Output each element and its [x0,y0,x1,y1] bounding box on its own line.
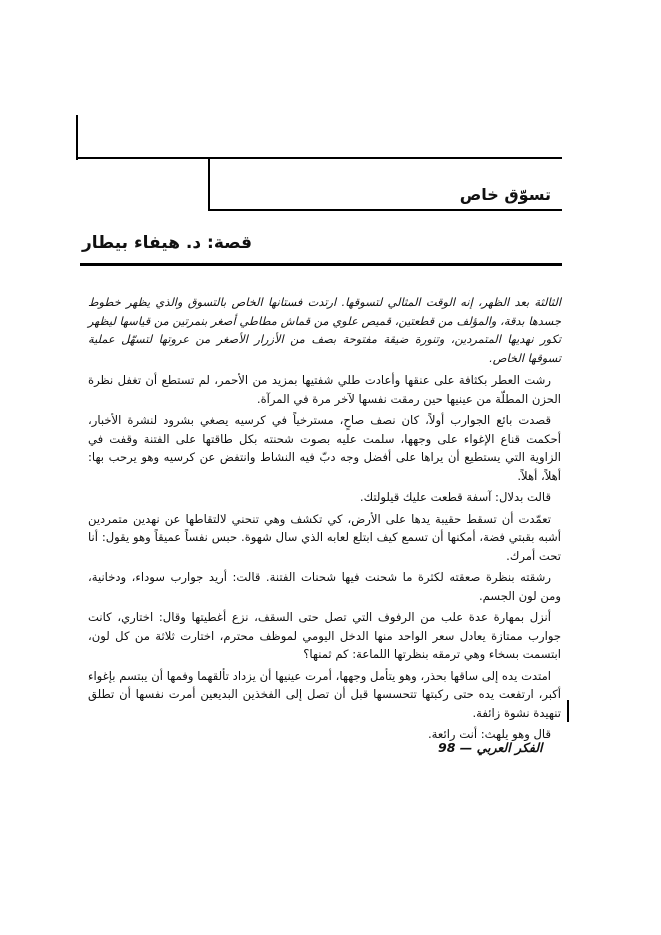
author-rule [80,263,562,266]
body-paragraph: أنزل بمهارة عدة علب من الرفوف التي تصل حتى السقف، نزع أغطيتها وقال: اختاري، كانت جوارب ممتازة يعادل سعر الواحد منها الدخل اليومي لموظف محترم، اختارت ثلاثة من كل لون، ابتسمت بسخاء وهي ترمقه بنظرتها اللماعة: كم ثمنها؟ [88,610,561,661]
body-paragraph: رشقته بنظرة صعقته لكثرة ما شحنت فيها شحنات الفتنة. قالت: أريد جوارب سوداء، ودخانية، ومن لون الجسم. [88,570,561,603]
title-box-left-rule [208,159,210,211]
body-paragraph: قالت بدلال: آسفة قطعت عليك قيلولتك. [359,490,551,504]
title-box-bottom-rule [208,209,562,211]
frame-left-rule [76,115,78,160]
body-paragraph: قصدت بائع الجوارب أولاً، كان نصف صاحٍ، مسترخياً في كرسيه يصغي بشرود لنشرة الأخبار، أحكمت قناع الإغواء على وجهها، سلمت عليه بصوت شحنته بكل طاقتها على الفتنة وقفت في الزاوية التي يستطيع أن يراها على أفضل وجه دبّ فيه النشاط وانتفض عن كرسيه وهو يرحب بها: أهلاً، أهلاً. [88,413,561,483]
story-author: قصة: د. هيفاء بيطار [82,233,253,253]
body-paragraph: امتدت يده إلى ساقها بحذر، وهو يتأمل وجهها، أمرت عينيها أن يزداد تألقهما وفمها أن يبتسم بإغواء أكبر، ارتفعت يده حتى ركبتها تتحسسها قبل أن تصل إلى الفخذين البديعين أمرت نفسها أن تطلق تنهيدة نشوة زائفة. [88,668,561,720]
body-paragraph: تعمّدت أن تسقط حقيبة يدها على الأرض، كي تكشف وهي تنحني لالتقاطها عن نهدين متمردين أشبه بقبتي فضة، أمكنها أن تسمع كيف ابتلع لعابه الذي سال شهوة. حبس نفساً عميقاً وهو يقول: أنا تحت أمرك. [88,511,561,563]
story-body [88,293,561,747]
closing-mark-rule [567,700,569,722]
body-paragraph: رشت العطر بكثافة على عنقها وأعادت طلي شفتيها بمزيد من الأحمر، لم تستطع أن تغفل نظرة الحزن المطلّة من عينيها حين رمقت نفسها لآخر مرة في المرآة. [88,373,561,406]
body-paragraph: قال وهو يلهث: أنت رائعة. [427,727,551,741]
intro-paragraph: الثالثة بعد الظهر، إنه الوقت المثالي لتسوقها. ارتدت فستانها الخاص بالتسوق والذي يظهر خطوط جسدها بدقة، والمؤلف من قطعتين، قميص علوي من قماش مطاطي أصغر بنمرتين من قياسها ليظهر تكور نهديها المتمردين، وتنورة ضيقة مفتوحة بصف من الأزرار الأصغر من عروتها لتسهّل عملية تسوقها الخاص. [88,295,561,365]
story-title: تسوّق خاص [459,185,551,204]
page-footer: 98 — الفكر العربي [438,740,543,755]
frame-top-rule [78,157,562,159]
